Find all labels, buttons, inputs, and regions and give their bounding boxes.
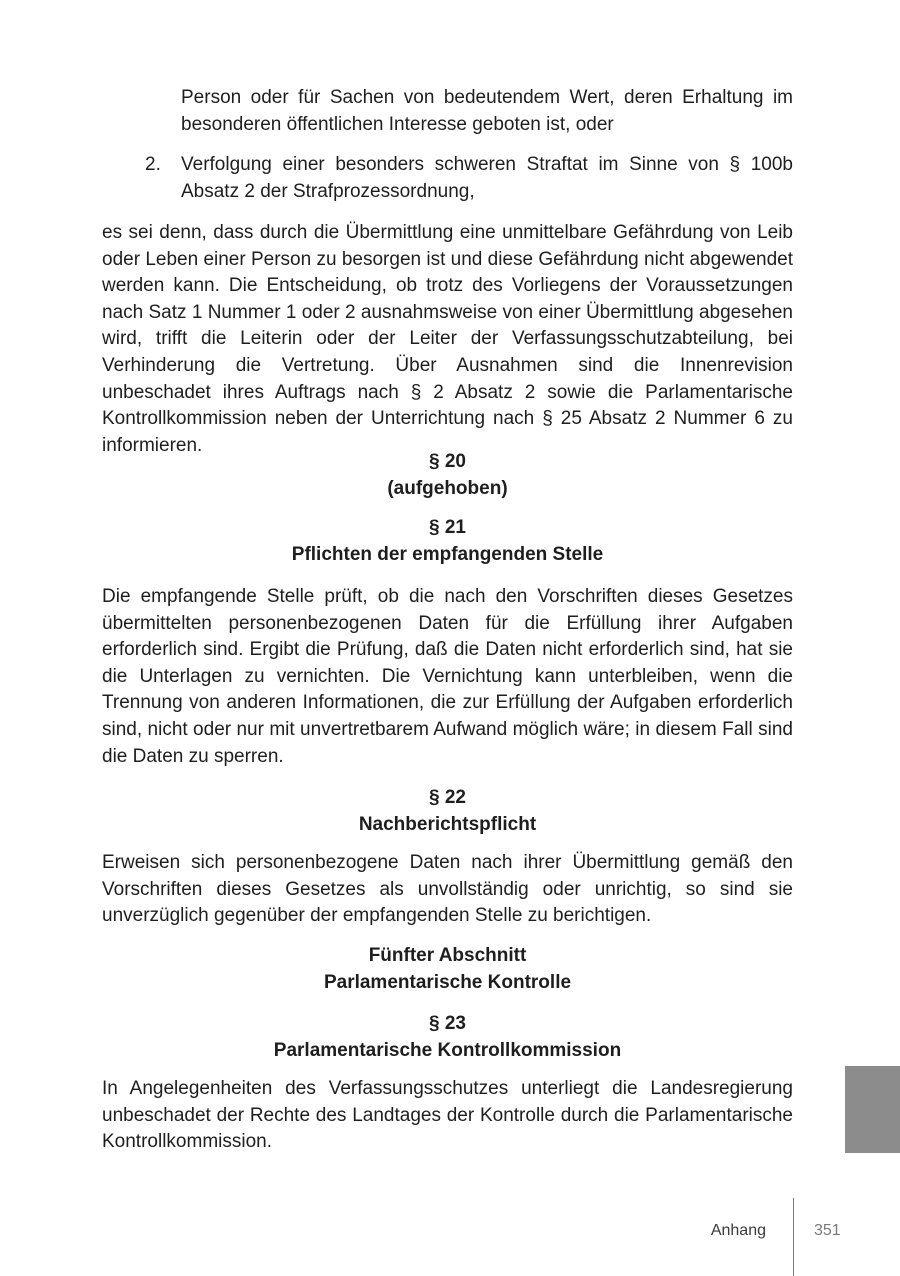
chapter-number: Fünfter Abschnitt (368, 945, 527, 966)
continuation-text: Person oder für Sachen von bedeutendem Wert, deren Erhaltung im besonderen öffentlichen Interesse geboten ist, oder (181, 87, 793, 135)
section-22-title: Nachberichtspflicht (358, 814, 537, 835)
closing-paragraph: es sei denn, dass durch die Übermittlung eine unmittelbare Gefährdung von Leib oder Leben einer Person zu besorgen ist und diese Gefährdung nicht abgewendet werden kann. Die Entscheidung, ob trotz des Vorliegens der Voraussetzungen nach Satz 1 Nummer 1 oder 2 ausnahmsweise von einer Übermittlung abgesehen wird, trifft die Leiterin oder der Leiter der Verfassungsschutzabteilung, bei Verhinderung die Vertretung. Über Ausnahmen sind die Innenrevision unbeschadet ihres Auftrags nach § 2 Absatz 2 sowie die Parlamentarische Kontrollkommission neben der Unterrichtung nach § 25 Absatz 2 Nummer 6 zu informieren. (102, 222, 793, 456)
section-20-title: (aufgehoben) (387, 478, 508, 499)
section-23-number: § 23 (429, 1013, 466, 1034)
section-21-body: Die empfangende Stelle prüft, ob die nach den Vorschriften dieses Gesetzes übermittelten personenbezogenen Daten für die Erfüllung ihrer Aufgaben erforderlich sind. Ergibt die Prüfung, daß die Daten nicht erforderlich sind, hat sie die Unterlagen zu vernichten. Die Vernichtung kann unterbleiben, wenn die Trennung von anderen Informationen, die zur Erfüllung der Aufgaben erforderlich sind, nicht oder nur mit unvertretbarem Aufwand möglich wäre; in diesem Fall sind die Daten zu sperren. (102, 586, 793, 767)
section-21-title: Pflichten der empfangenden Stelle (291, 544, 604, 565)
footer-divider (793, 1198, 794, 1276)
chapter-thumb-tab (845, 1066, 900, 1153)
page-number: 351 (814, 1222, 841, 1239)
section-23-title: Parlamentarische Kontrollkommission (273, 1040, 622, 1061)
section-22-number: § 22 (429, 787, 466, 808)
section-23-body: In Angelegenheiten des Verfassungsschutzes unterliegt die Landesregierung unbeschadet der Rechte des Landtages der Kontrolle durch die Parlamentarische Kontrollkommission. (102, 1078, 793, 1153)
section-22-body: Erweisen sich personenbezogene Daten nach ihrer Übermittlung gemäß den Vorschriften dieses Gesetzes als unvollständig oder unrichtig, so sind sie unverzüglich gegenüber der empfangenden Stelle zu berichtigen. (102, 852, 793, 927)
list-item-text: Verfolgung einer besonders schweren Straftat im Sinne von § 100b Absatz 2 der Strafprozessordnung, (181, 154, 793, 202)
chapter-title: Parlamentarische Kontrolle (323, 972, 572, 993)
section-20-number: § 20 (429, 451, 466, 472)
footer-label: Anhang (710, 1222, 766, 1239)
list-number: 2. (145, 154, 161, 175)
section-21-number: § 21 (429, 517, 466, 538)
